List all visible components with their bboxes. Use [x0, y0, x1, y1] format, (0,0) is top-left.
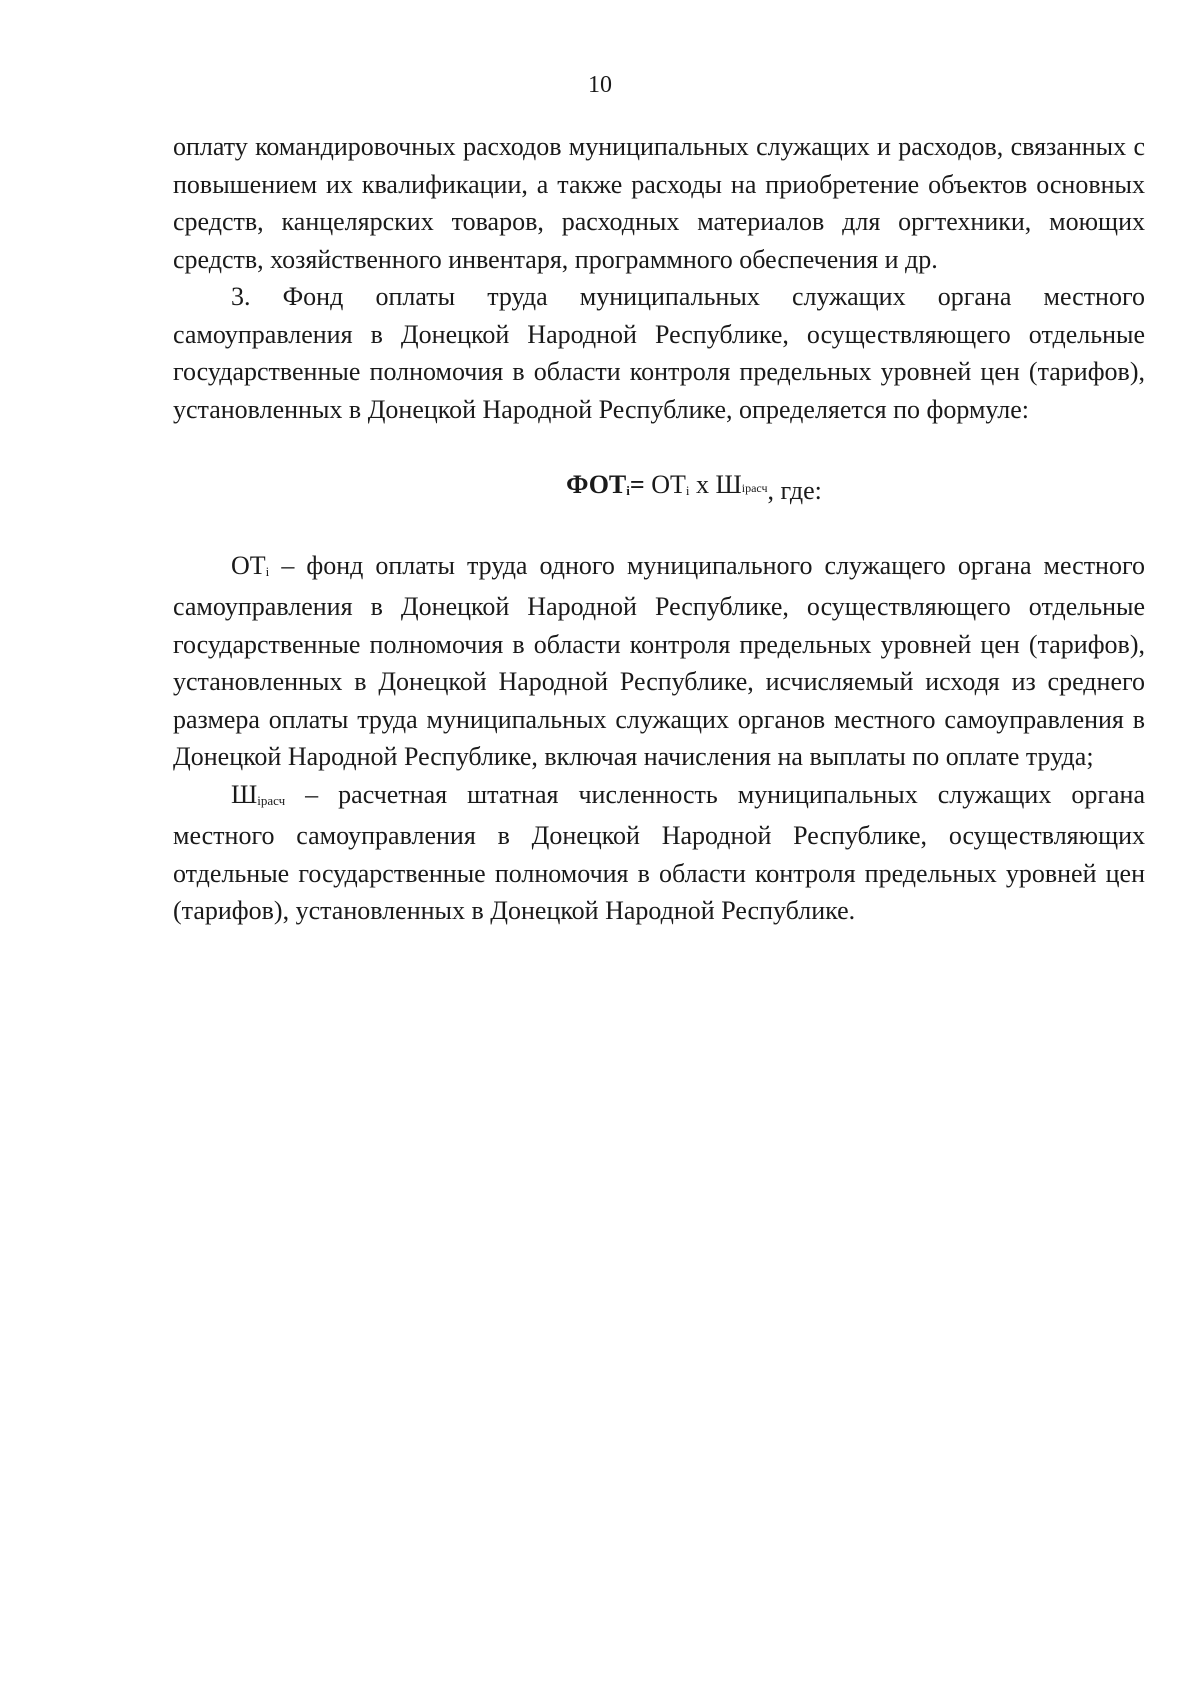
formula-suffix: , где:	[767, 476, 822, 505]
definition-sh-symbol: Ш	[231, 779, 258, 809]
definition-ot	[173, 547, 1145, 776]
formula-lhs: ФОТi	[566, 470, 630, 499]
formula-times: х	[696, 470, 710, 499]
formula-ot: ОТi	[651, 470, 690, 499]
formula	[173, 466, 1145, 509]
definition-ot-text: – фонд оплаты труда одного муниципального служащего органа местного самоуправления в Донецкой Народной Республике, осуществляющего отдельные государственные полномочия в области контроля предельных уровней цен (тарифов), установленных в Донецкой Народной Республике, исчисляемый исходя из среднего размера оплаты труда муниципальных служащих органов местного самоуправления в Донецкой Народной Республике, включая начисления на выплаты по оплате труда;	[173, 550, 1145, 771]
definition-ot-subscript: i	[265, 563, 270, 579]
formula-sh: Шiрасч	[715, 470, 768, 499]
document-body	[173, 128, 1145, 930]
paragraph-continuation: оплату командировочных расходов муниципальных служащих и расходов, связанных с повышением их квалификации, а также расходы на приобретение объектов основных средств, канцелярских товаров, расходных материалов для оргтехники, моющих средств, хозяйственного инвентаря, программного обеспечения и др.	[173, 132, 1145, 274]
definition-ot-symbol: ОТ	[231, 550, 266, 580]
definition-sh-text: – расчетная штатная численность муниципальных служащих органа местного самоуправления в Донецкой Народной Республике, осуществляющих отдельные государственные полномочия в области контроля предельных уровней цен (тарифов), установленных в Донецкой Народной Республике.	[173, 779, 1145, 925]
formula-equals: =	[629, 470, 645, 499]
definition-sh-subscript: iрасч	[257, 792, 286, 808]
definition-sh	[173, 776, 1145, 930]
paragraph-3: 3. Фонд оплаты труда муниципальных служащих органа местного самоуправления в Донецкой Народной Республике, осуществляющего отдельные государственные полномочия в области контроля предельных уровней цен (тарифов), установленных в Донецкой Народной Республике, определяется по формуле:	[173, 282, 1145, 424]
page-number: 10	[588, 72, 612, 98]
